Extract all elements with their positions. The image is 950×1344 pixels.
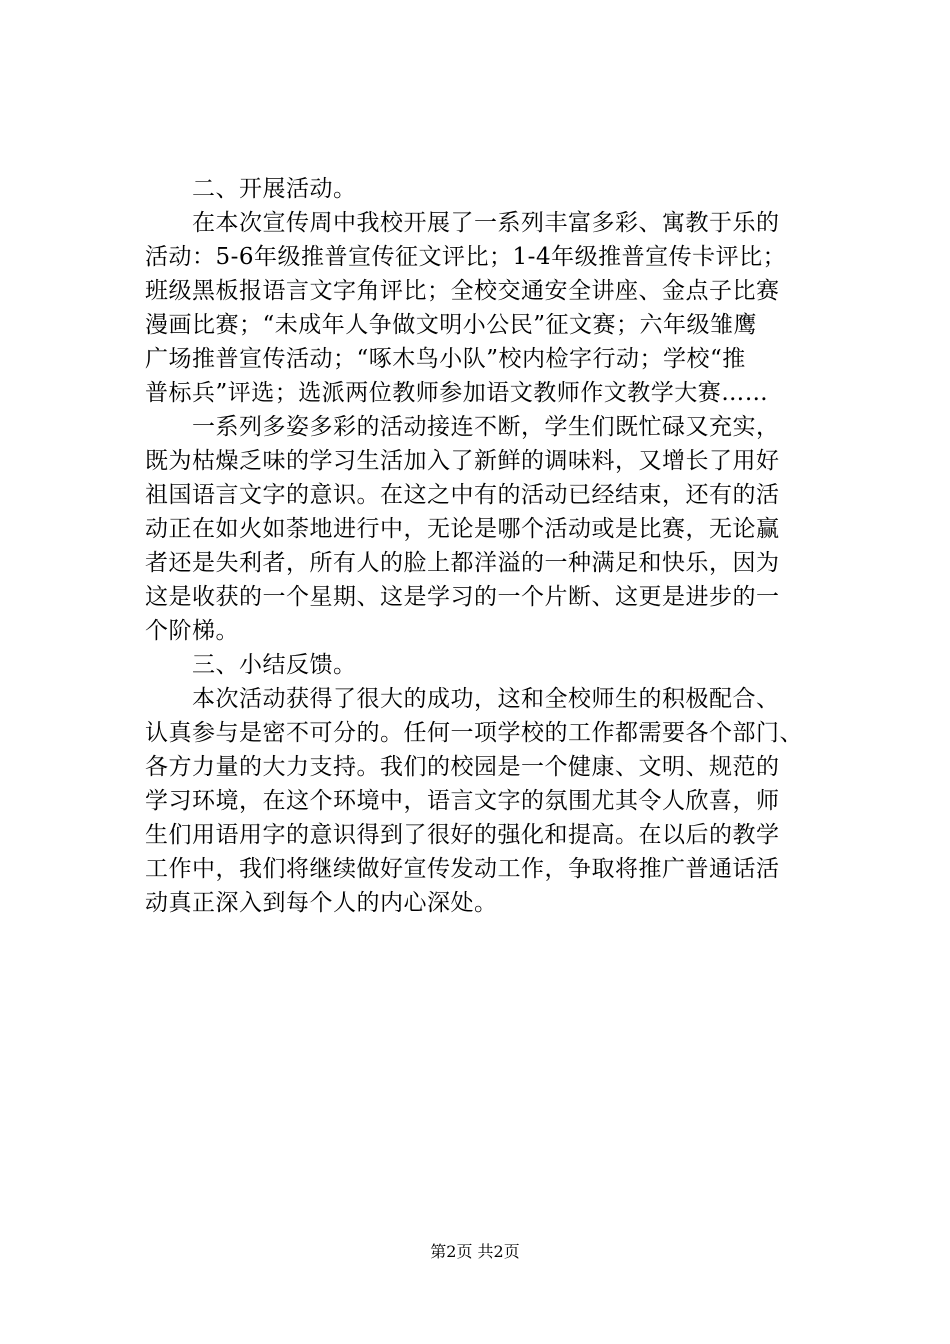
body-line: 班级黑板报语言文字角评比；全校交通安全讲座、金点子比赛 [145,278,780,304]
body-line: 学习环境，在这个环境中，语言文字的氛围尤其令人欣喜，师 [145,788,780,814]
body-line: 这是收获的一个星期、这是学习的一个片断、这更是进步的一 [145,584,780,610]
body-line: 本次活动获得了很大的成功，这和全校师生的积极配合、 [145,686,780,712]
body-line: 生们用语用字的意识得到了很好的强化和提高。在以后的教学 [145,822,780,848]
body-line: 工作中，我们将继续做好宣传发动工作，争取将推广普通话活 [145,856,780,882]
heading-activities: 二、开展活动。 [145,176,357,202]
body-line: 广场推普宣传活动；“啄木鸟小队”校内检字行动；学校“推 [145,346,746,372]
page-number-footer: 第2页 共2页 [430,1242,520,1261]
body-line: 活动：5-6年级推普宣传征文评比；1-4年级推普宣传卡评比； [145,244,787,270]
document-body [145,172,825,920]
body-line: 漫画比赛；“未成年人争做文明小公民”征文赛；六年级雏鹰 [145,312,758,338]
body-line: 者还是失利者，所有人的脸上都洋溢的一种满足和快乐，因为 [145,550,780,576]
body-line: 动真正深入到每个人的内心深处。 [145,890,498,916]
body-line: 在本次宣传周中我校开展了一系列丰富多彩、寓教于乐的 [145,210,780,236]
body-line: 个阶梯。 [145,618,239,644]
body-line: 动正在如火如荼地进行中，无论是哪个活动或是比赛，无论赢 [145,516,780,542]
body-line: 一系列多姿多彩的活动接连不断，学生们既忙碌又充实， [145,414,780,440]
body-line: 各方力量的大力支持。我们的校园是一个健康、文明、规范的 [145,754,780,780]
heading-summary: 三、小结反馈。 [145,652,357,678]
body-line: 祖国语言文字的意识。在这之中有的活动已经结束，还有的活 [145,482,780,508]
body-line: 普标兵”评选；选派两位教师参加语文教师作文教学大赛…… [145,380,769,406]
body-line: 既为枯燥乏味的学习生活加入了新鲜的调味料，又增长了用好 [145,448,780,474]
body-line: 认真参与是密不可分的。任何一项学校的工作都需要各个部门、 [145,720,803,746]
